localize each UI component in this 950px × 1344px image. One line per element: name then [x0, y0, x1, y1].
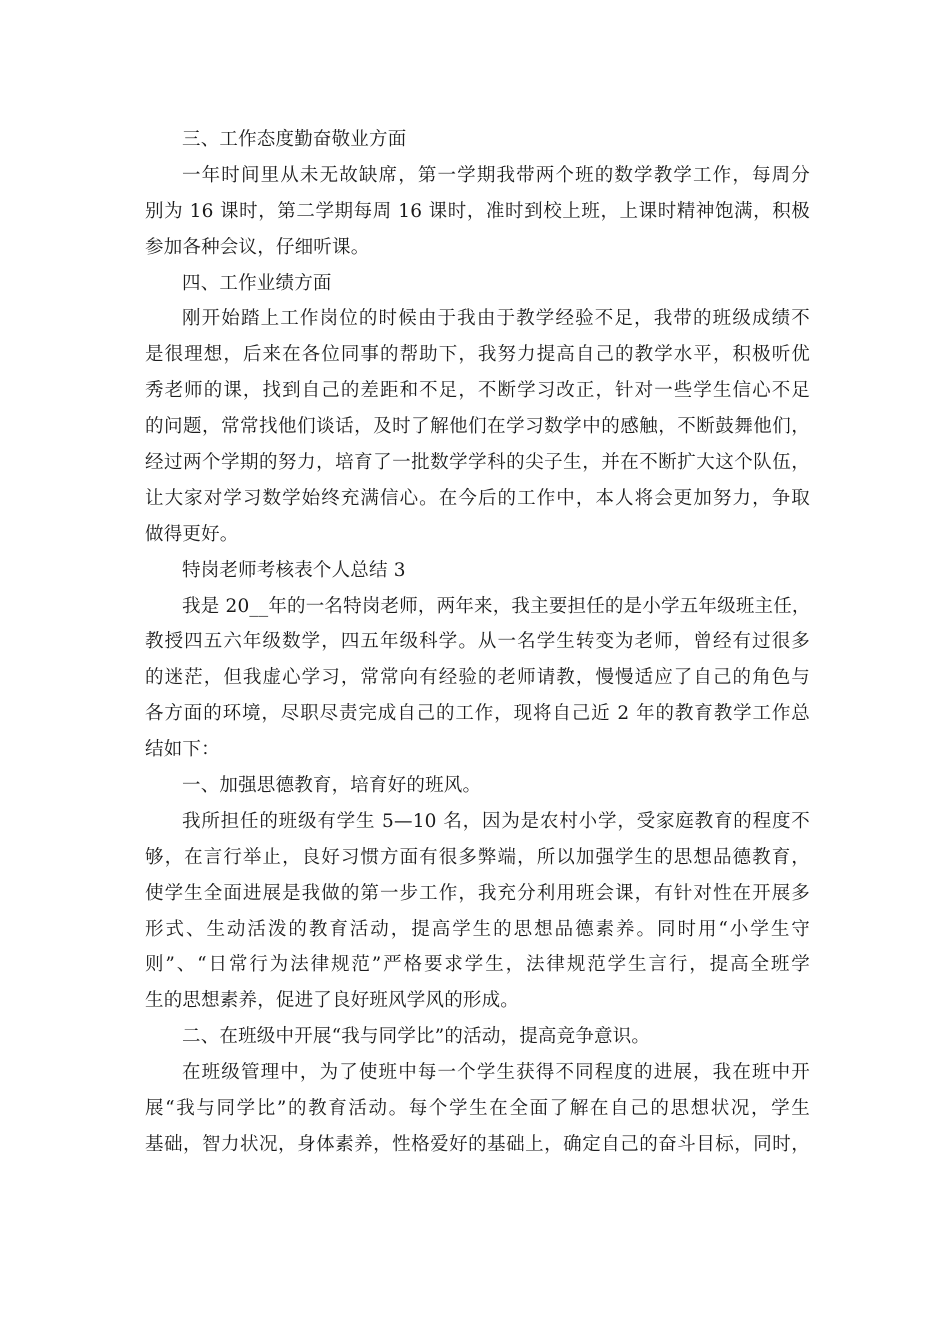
- text-line: 一年时间里从未无故缺席，第一学期我带两个班的数学教学工作，每周分: [182, 164, 810, 186]
- text-line: 各方面的环境，尽职尽责完成自己的工作，现将自己近 2 年的教育教学工作总: [145, 703, 810, 725]
- text-line: 我所担任的班级有学生 5—10 名，因为是农村小学，受家庭教育的程度不: [182, 810, 810, 832]
- text-line: 展“我与同学比”的教育活动。每个学生在全面了解在自己的思想状况，学生: [145, 1098, 810, 1120]
- text-line: 特岗老师考核表个人总结 3: [182, 559, 406, 581]
- text-line: 秀老师的课，找到自己的差距和不足，不断学习改正，针对一些学生信心不足: [145, 380, 810, 402]
- text-line: 做得更好。: [145, 523, 239, 545]
- text-line: 我是 20__年的一名特岗老师，两年来，我主要担任的是小学五年级班主任，: [182, 595, 811, 617]
- text-line: 生的思想素养，促进了良好班风学风的形成。: [145, 990, 520, 1012]
- text-line: 教授四五六年级数学，四五年级科学。从一名学生转变为老师，曾经有过很多: [145, 631, 810, 653]
- text-line: 够，在言行举止，良好习惯方面有很多弊端，所以加强学生的思想品德教育，: [145, 846, 810, 868]
- text-line: 的迷茫，但我虚心学习，常常向有经验的老师请教，慢慢适应了自己的角色与: [145, 667, 810, 689]
- text-line: 结如下：: [145, 739, 220, 761]
- text-line: 三、工作态度勤奋敬业方面: [182, 129, 407, 150]
- text-line: 是很理想，后来在各位同事的帮助下，我努力提高自己的教学水平，积极听优: [145, 344, 810, 366]
- text-line: 别为 16 课时，第二学期每周 16 课时，准时到校上班，上课时精神饱满，积极: [145, 200, 810, 222]
- text-line: 让大家对学习数学始终充满信心。在今后的工作中，本人将会更加努力，争取: [145, 487, 810, 509]
- text-line: 使学生全面进展是我做的第一步工作，我充分利用班会课，有针对性在开展多: [145, 882, 810, 904]
- text-line: 参加各种会议，仔细听课。: [145, 236, 370, 258]
- text-line: 则”、“日常行为法律规范”严格要求学生，法律规范学生言行，提高全班学: [145, 954, 810, 976]
- document-body: [145, 122, 810, 1163]
- text-line: 在班级管理中，为了使班中每一个学生获得不同程度的进展，我在班中开: [182, 1062, 810, 1084]
- text-line: 形式、生动活泼的教育活动，提高学生的思想品德素养。同时用“小学生守: [145, 918, 810, 940]
- text-line: 的问题，常常找他们谈话，及时了解他们在学习数学中的感触，不断鼓舞他们，: [145, 416, 810, 438]
- text-line: 四、工作业绩方面: [182, 272, 332, 294]
- text-line: 一、加强思德教育，培育好的班风。: [182, 775, 482, 797]
- text-line: 基础，智力状况，身体素养，性格爱好的基础上，确定自己的奋斗目标，同时，: [145, 1133, 810, 1155]
- text-line: 经过两个学期的努力，培育了一批数学学科的尖子生，并在不断扩大这个队伍，: [145, 452, 810, 474]
- text-line: 刚开始踏上工作岗位的时候由于我由于教学经验不足，我带的班级成绩不: [182, 308, 810, 330]
- text-line: 二、在班级中开展“我与同学比”的活动，提高竞争意识。: [182, 1026, 651, 1048]
